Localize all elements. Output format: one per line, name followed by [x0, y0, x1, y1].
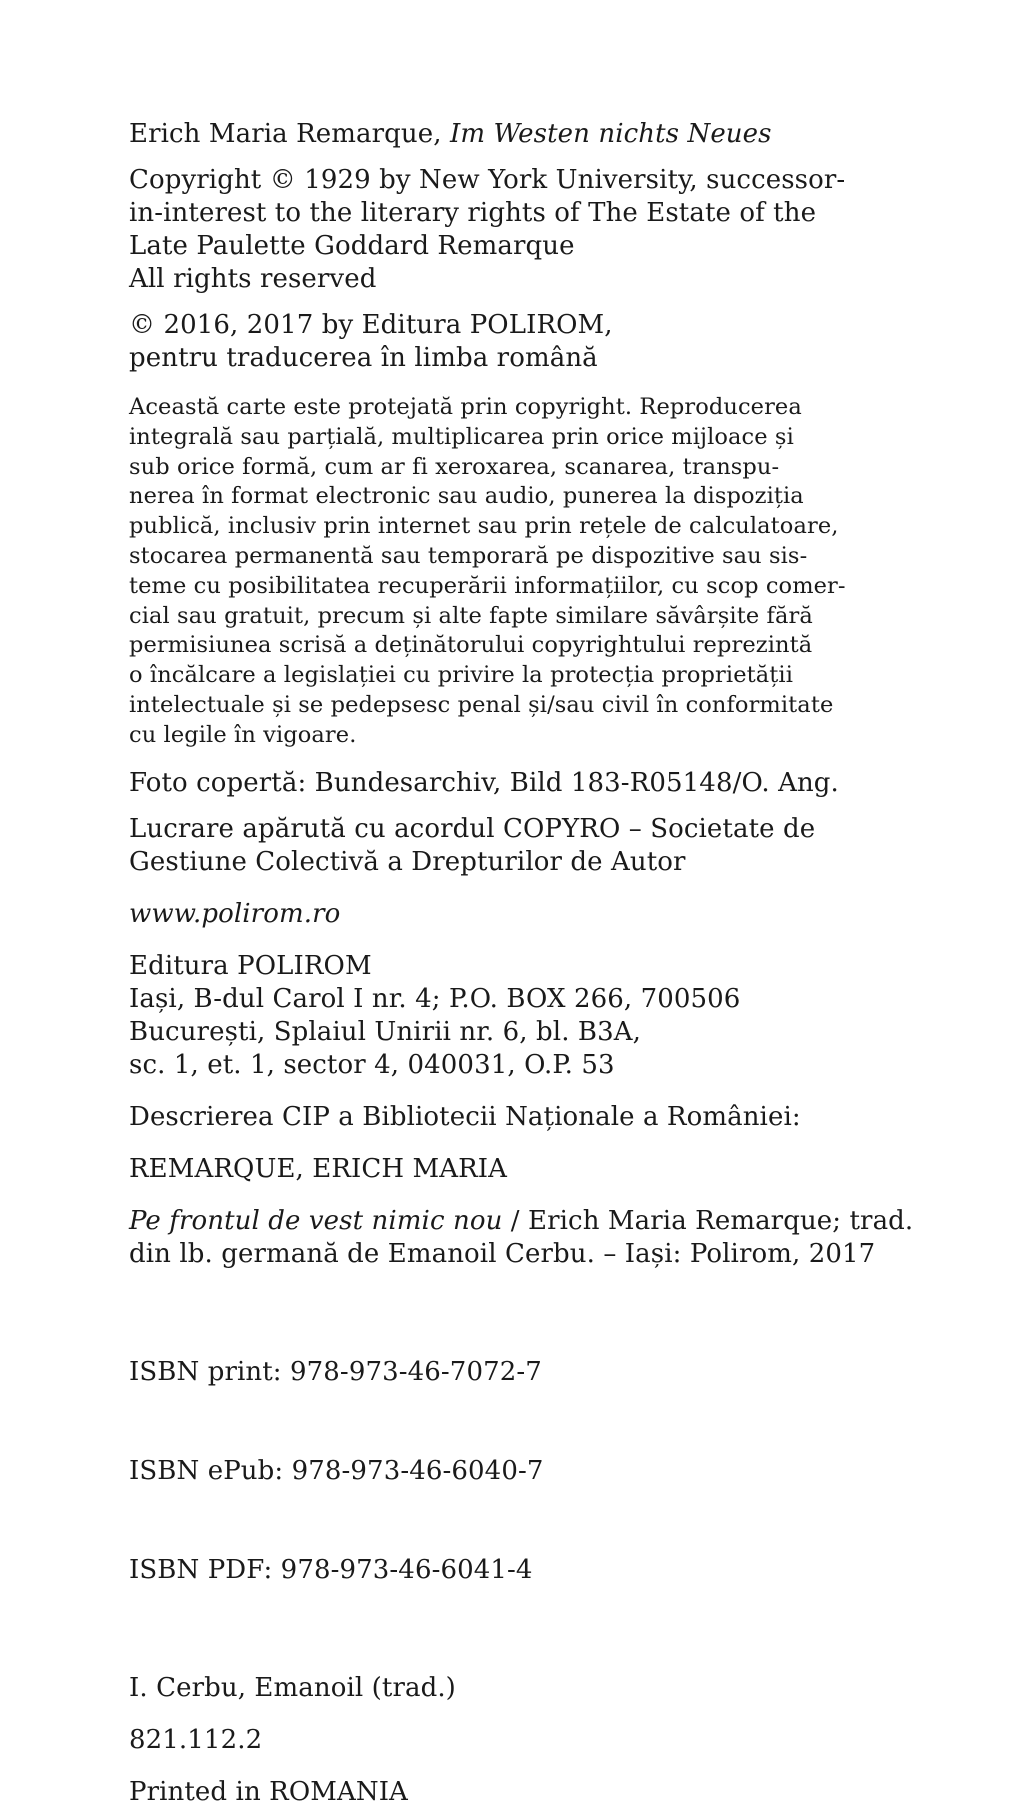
- legal-line: sub orice formă, cum ar fi xeroxarea, scanarea, transpu-: [129, 453, 780, 480]
- legal-line: o încălcare a legislației cu privire la protecția proprietății: [129, 662, 793, 689]
- publisher-address: [129, 950, 893, 1082]
- legal-line: nerea în format electronic sau audio, punerea la dispoziția: [129, 483, 804, 510]
- legal-line: integrală sau parțială, multiplicarea prin orice mijloace și: [129, 423, 794, 450]
- legal-line: teme cu posibilitatea recuperării informațiilor, cu scop comer-: [129, 572, 846, 599]
- legal-line: Această carte este protejată prin copyright. Reproducerea: [129, 394, 802, 420]
- cip-classification: 821.112.2: [129, 1724, 263, 1755]
- isbn-list: [129, 1290, 893, 1653]
- publisher-line: Iași, B-dul Carol I nr. 4; P.O. BOX 266, 700506: [129, 983, 741, 1014]
- cip-author: REMARQUE, ERICH MARIA: [129, 1153, 508, 1184]
- photo-credit: Foto copertă: Bundesarchiv, Bild 183-R05148/O. Ang.: [129, 767, 839, 798]
- copyro-line: Gestiune Colectivă a Drepturilor de Autor: [129, 846, 686, 877]
- translation-copyright: [129, 309, 893, 375]
- copyro-line: Lucrare apărută cu acordul COPYRO – Societate de: [129, 813, 816, 844]
- isbn-line: ISBN PDF: 978-973-46-6041-4: [129, 1554, 533, 1585]
- publisher-line: sc. 1, et. 1, sector 4, 040031, O.P. 53: [129, 1049, 615, 1080]
- legal-line: permisiunea scrisă a deținătorului copyrightului reprezintă: [129, 632, 813, 659]
- translation-line: © 2016, 2017 by Editura POLIROM,: [129, 310, 613, 340]
- printed-in: Printed in ROMANIA: [129, 1776, 408, 1807]
- copyright-line: in-interest to the literary rights of The Estate of the: [129, 198, 817, 228]
- publisher-line: București, Splaiul Unirii nr. 6, bl. B3A,: [129, 1016, 642, 1047]
- cip-entry-rest: / Erich Maria Remarque; trad.: [502, 1205, 914, 1236]
- copyright-block: [129, 164, 893, 296]
- publisher-line: Editura POLIROM: [129, 950, 372, 981]
- cip-entry: [129, 1205, 914, 1271]
- legal-line: publică, inclusiv prin internet sau prin rețele de calculatoare,: [129, 513, 839, 540]
- original-author: Erich Maria Remarque,: [129, 119, 450, 149]
- copyright-line: Late Paulette Goddard Remarque: [129, 231, 575, 261]
- copyro-notice: [129, 813, 893, 879]
- cip-translator: I. Cerbu, Emanoil (trad.): [129, 1672, 456, 1703]
- isbn-line: ISBN ePub: 978-973-46-6040-7: [129, 1455, 544, 1486]
- cip-entry-line2: din lb. germană de Emanoil Cerbu. – Iași: Polirom, 2017: [129, 1238, 876, 1269]
- copyright-line: Copyright © 1929 by New York University, successor-: [129, 165, 846, 195]
- legal-notice: [129, 393, 893, 751]
- copyright-line: All rights reserved: [129, 264, 377, 294]
- isbn-line: ISBN print: 978-973-46-7072-7: [129, 1356, 542, 1387]
- cip-book-title: Pe frontul de vest nimic nou: [129, 1205, 503, 1236]
- cip-heading: Descrierea CIP a Bibliotecii Naționale a României:: [129, 1101, 801, 1132]
- translation-line: pentru traducerea în limba română: [129, 343, 598, 373]
- legal-line: stocarea permanentă sau temporară pe dispozitive sau sis-: [129, 542, 808, 569]
- copyright-page: [129, 118, 914, 1809]
- original-title: Im Westen nichts Neues: [449, 119, 772, 149]
- original-title-line: [129, 118, 893, 151]
- legal-line: cu legile în vigoare.: [129, 721, 357, 748]
- cip-entry-line: [129, 1205, 914, 1238]
- legal-line: intelectuale și se pedepsesc penal și/sau civil în conformitate: [129, 691, 834, 718]
- website-link[interactable]: www.polirom.ro: [129, 898, 341, 929]
- legal-line: cial sau gratuit, precum și alte fapte similare săvârșite fără: [129, 602, 813, 629]
